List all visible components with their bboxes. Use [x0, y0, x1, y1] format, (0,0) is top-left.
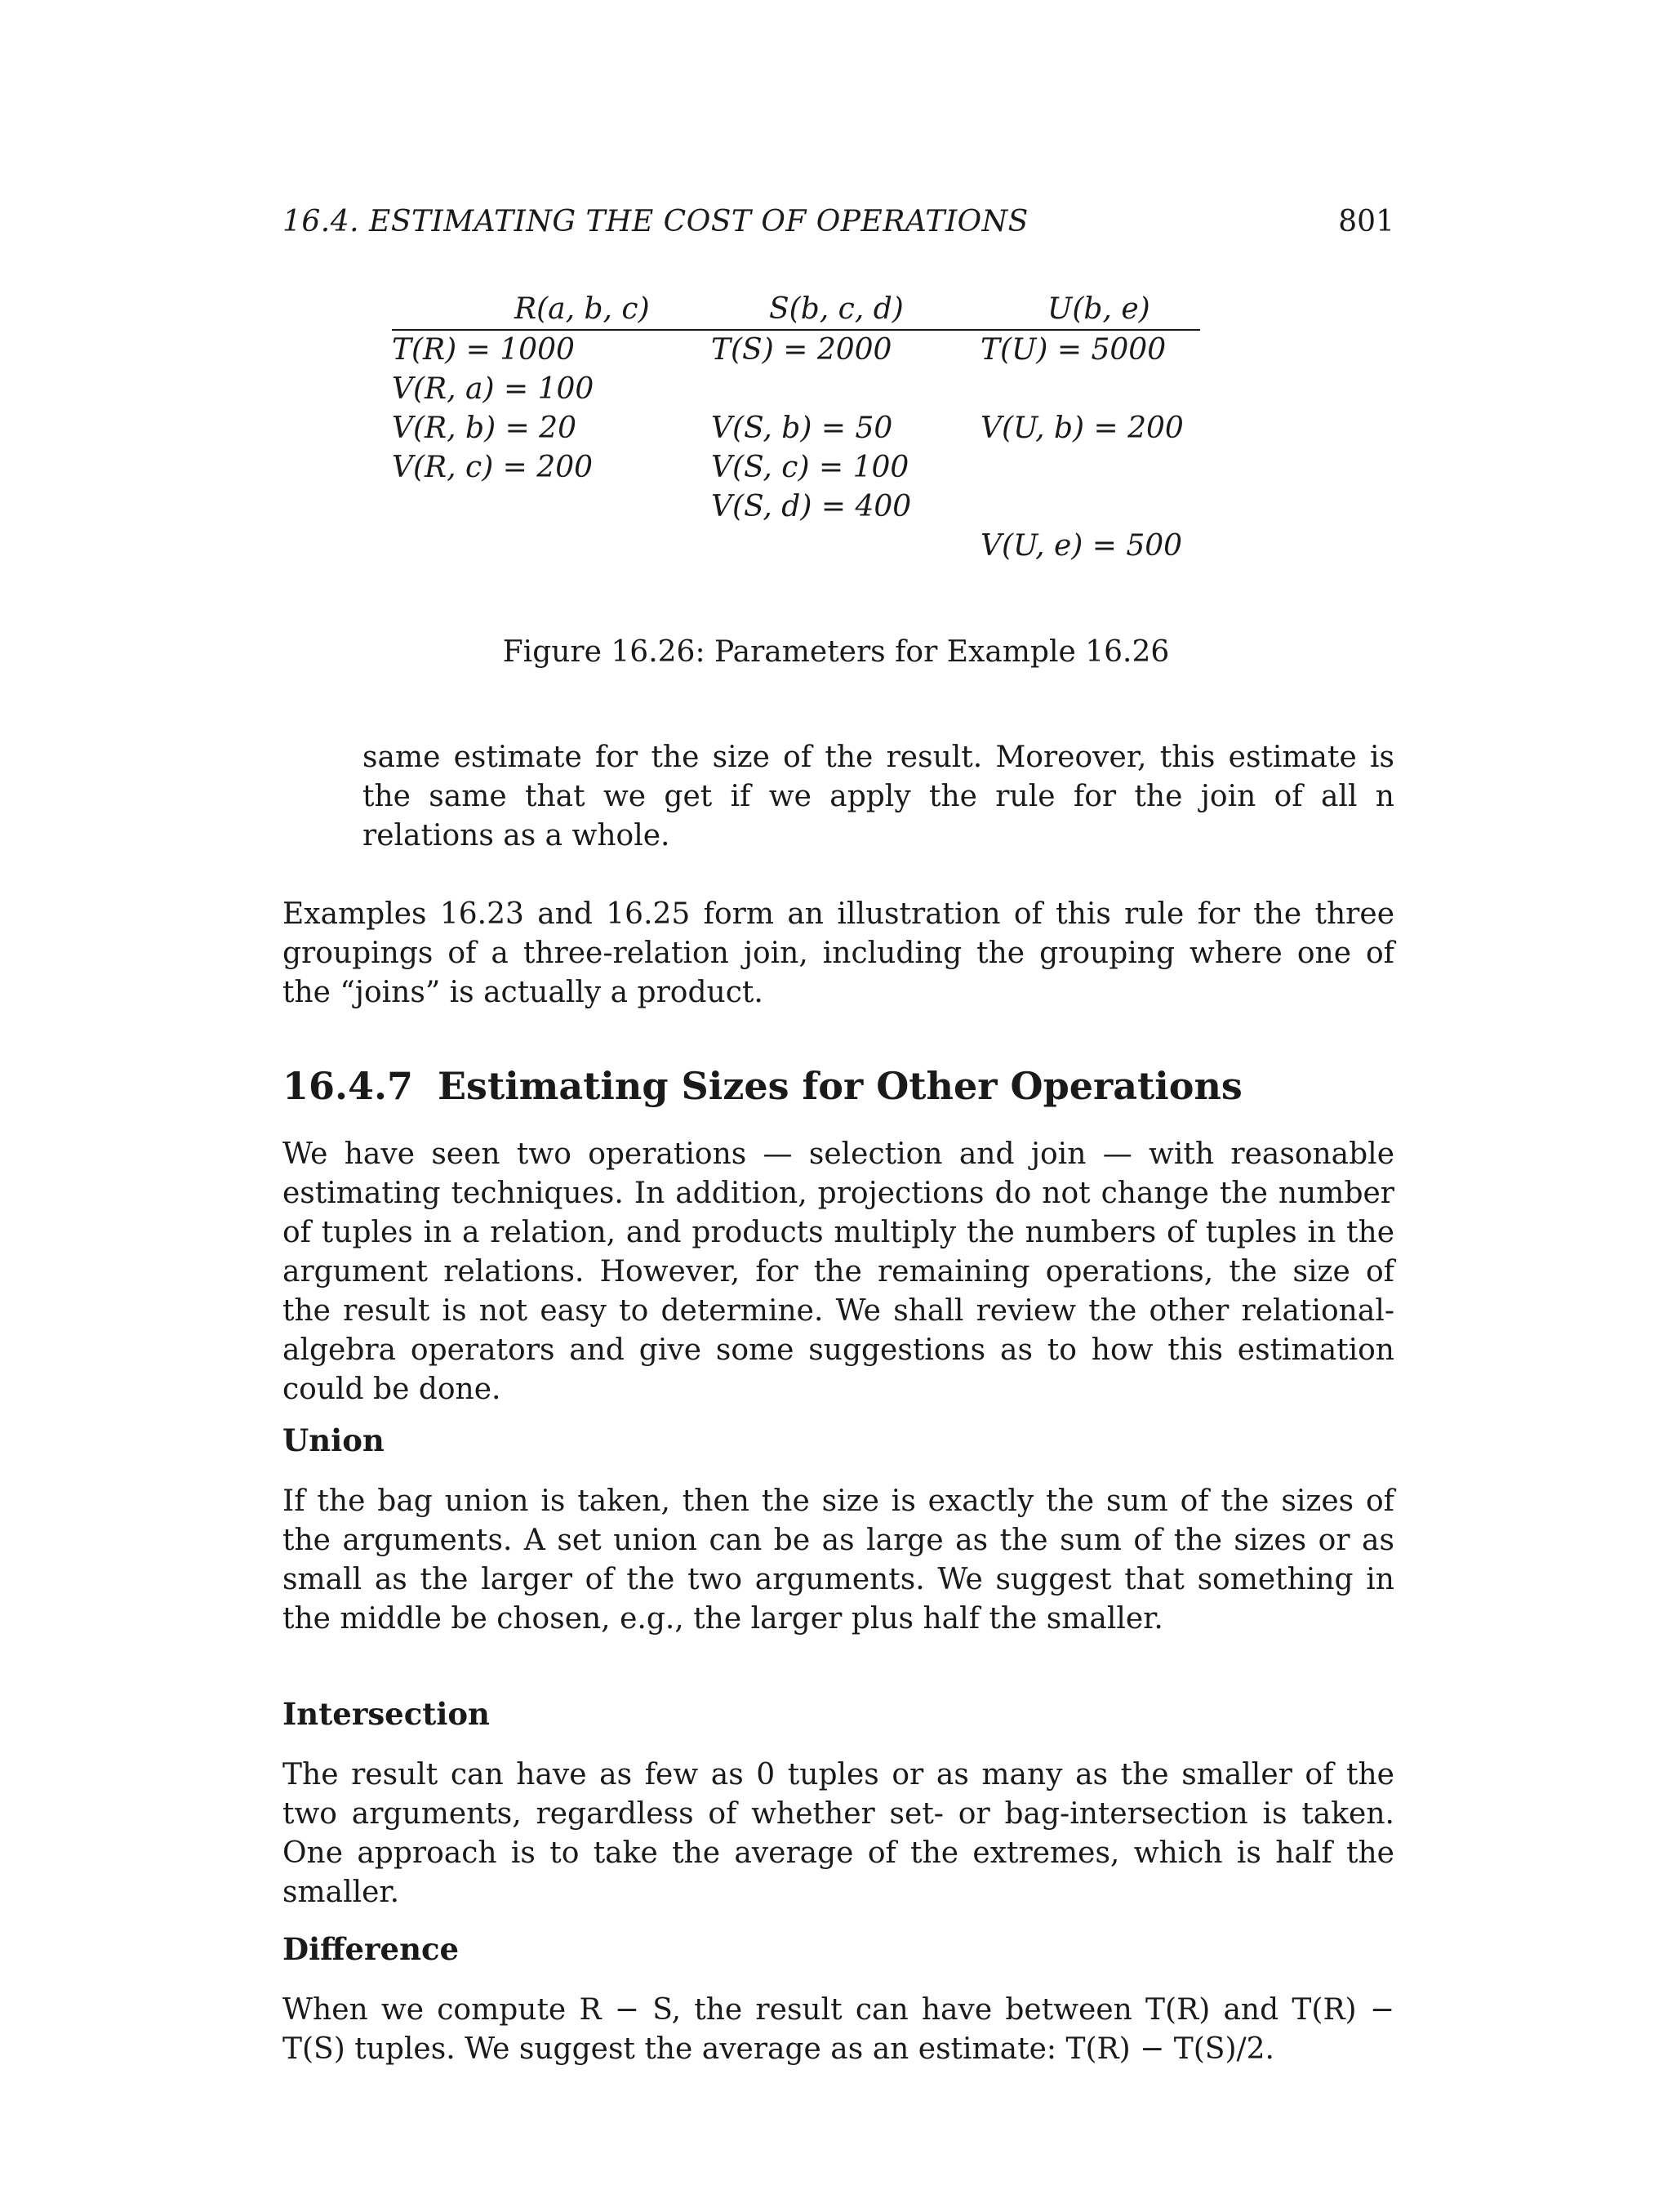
page-number: 801 — [1338, 205, 1394, 238]
paragraph: same estimate for the size of the result. Moreover, this estimate is the same that we get if we apply the rule for the join of all n relations as a whole. — [362, 741, 1394, 852]
table-cell: V(R, a) = 100 — [392, 372, 594, 406]
table-header-s: S(b, c, d) — [769, 292, 904, 326]
table-cell: V(S, c) = 100 — [711, 451, 909, 484]
subheading-difference: Difference — [282, 1931, 460, 1967]
table-header-u: U(b, e) — [1047, 292, 1150, 326]
table-cell: T(R) = 1000 — [392, 333, 575, 367]
paragraph: If the bag union is taken, then the size is exactly the sum of the sizes of the arguments. A set union can be as large as the sum of the sizes or as small as the larger of the two arguments. We suggest that something in the middle be chosen, e.g., the larger plus half the smaller. — [282, 1484, 1394, 1636]
running-head — [282, 203, 1394, 242]
paragraph: We have seen two operations — selection and join — with reasonable estimating techniques. In addition, projections do not change the number of tuples in a relation, and products multiply the numbers of tuples in the argument relations. However, for the remaining operations, the size of the result is not easy to determine. We shall review the other relational-algebra operators and give some suggestions as to how this estimation could be done. — [282, 1137, 1394, 1406]
table-header-r: R(a, b, c) — [514, 292, 650, 326]
table-cell: V(S, d) = 400 — [711, 490, 912, 523]
table-cell: T(U) = 5000 — [981, 333, 1167, 367]
table-cell: V(R, b) = 20 — [392, 412, 576, 445]
table-cell: V(U, b) = 200 — [981, 412, 1184, 445]
subheading-union: Union — [282, 1422, 385, 1458]
section-title: Estimating Sizes for Other Operations — [438, 1064, 1243, 1108]
subheading-intersection: Intersection — [282, 1696, 490, 1732]
table-cell: V(U, e) = 500 — [981, 529, 1183, 563]
section-number: 16.4.7 — [282, 1064, 414, 1108]
section-heading — [282, 1063, 1243, 1109]
table-cell: V(S, b) = 50 — [711, 412, 893, 445]
paragraph: Examples 16.23 and 16.25 form an illustration of this rule for the three groupings of a three-relation join, including the grouping where one of the “joins” is actually a product. — [282, 897, 1394, 1009]
table-cell: T(S) = 2000 — [711, 333, 892, 367]
running-head-title: 16.4. ESTIMATING THE COST OF OPERATIONS — [282, 205, 1029, 238]
paragraph: When we compute R − S, the result can have between T(R) and T(R) − T(S) tuples. We suggest the average as an estimate: T(R) − T(S)/2. — [282, 1993, 1394, 2066]
figure-caption: Figure 16.26: Parameters for Example 16.26 — [502, 635, 1170, 669]
table-cell: V(R, c) = 200 — [392, 451, 594, 484]
paragraph: The result can have as few as 0 tuples or as many as the smaller of the two arguments, regardless of whether set- or bag-intersection is taken. One approach is to take the average of the extremes, which is half the smaller. — [282, 1758, 1394, 1909]
